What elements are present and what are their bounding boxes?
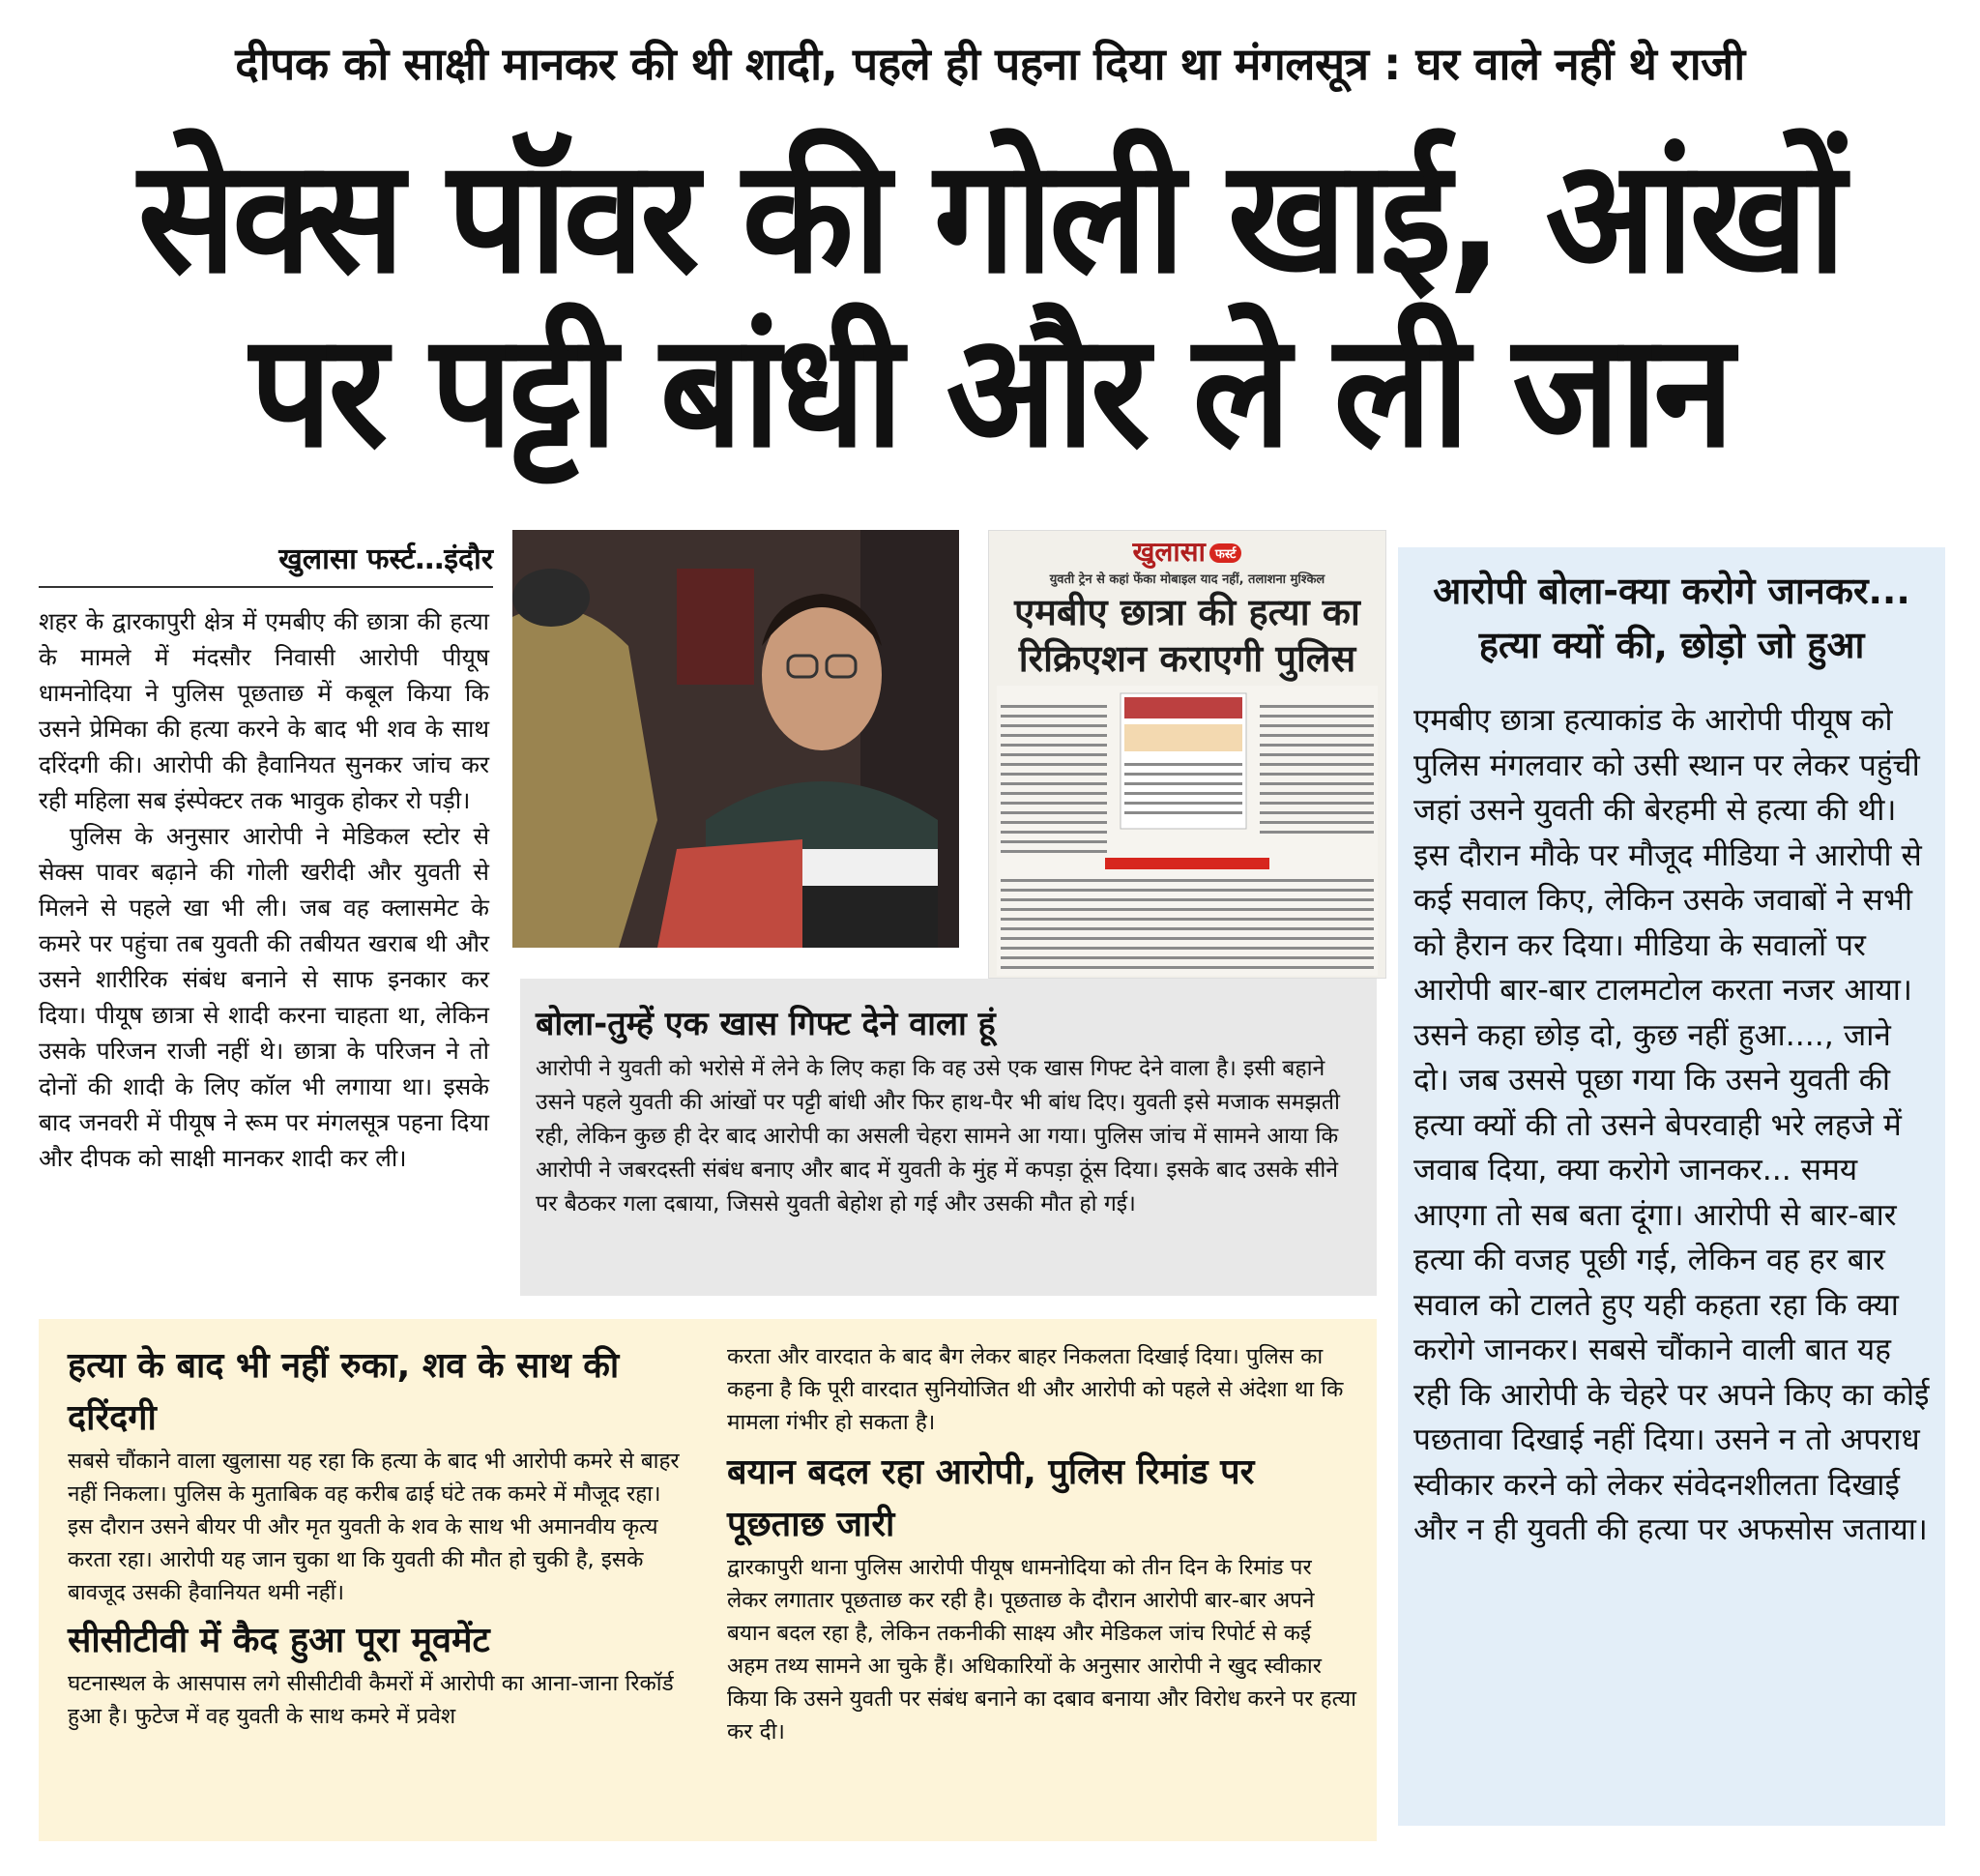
lower-story-box — [39, 1319, 1377, 1841]
accused-photo-illustration — [512, 530, 959, 948]
lower-para-3: करता और वारदात के बाद बैग लेकर बाहर निकलता दिखाई दिया। पुलिस का कहना है कि पूरी वारदात सुनियोजित थी और आरोपी को पहले से अंदेशा था कि मामला गंभीर हो सकता है। — [727, 1344, 1344, 1435]
gift-story-box — [520, 979, 1377, 1296]
sidebar-text: एमबीए छात्रा हत्याकांड के आरोपी पीयूष को पुलिस मंगलवार को उसी स्थान पर लेकर पहुंची जहां उसने युवती की बेरहमी से हत्या की थी। इस दौरान मौके पर मौजूद मीडिया ने आरोपी से कई सवाल किए, लेकिन उसके जवाबों ने सभी को हैरान कर दिया। मीडिया के सवालों पर आरोपी बार-बार टालमटोल करता नजर आया। उसने कहा छोड़ दो, कुछ नहीं हुआ...., जाने दो। जब उससे पूछा गया कि उसने युवती की हत्या क्यों की तो उसने बेपरवाही भरे लहजे में जवाब दिया, क्या करोगे जानकर... समय आएगा तो सब बता दूंगा। आरोपी से बार-बार हत्या की वजह पूछी गई, लेकिन वह हर बार सवाल को टालते हुए यही कहता रहा कि क्या करोगे जानकर। सबसे चौंकाने वाली बात यह रही कि आरोपी के चेहरे पर अपने किए का कोई पछतावा दिखाई नहीं दिया। उसने न तो अपराध स्वीकार करने को लेकर संवेदनशीलता दिखाई और न ही युवती की हत्या पर अफसोस जताया। — [1413, 703, 1930, 1547]
clipping-brand-tag: फर्स्ट — [1209, 543, 1242, 563]
lower-left-column — [68, 1340, 686, 1733]
clipping-kicker: युवती ट्रेन से कहां फेंका मोबाइल याद नहीं, तलाशना मुश्किल — [1049, 572, 1325, 587]
sidebar-title-line-1: आरोपी बोला-क्या करोगे जानकर... — [1433, 570, 1910, 612]
subheadline: दीपक को साक्षी मानकर की थी शादी, पहले ही पहना दिया था मंगलसूत्र : घर वाले नहीं थे राजी — [235, 38, 1745, 90]
headline-line-1: सेक्स पॉवर की गोली खाई, आंखों — [137, 127, 1843, 308]
main-story-para-1: शहर के द्वारकापुरी क्षेत्र में एमबीए की छात्रा की हत्या के मामले में मंदसौर निवासी आरोपी पीयूष धामनोदिया ने पुलिस पूछताछ में कबूल किया कि उसने प्रेमिका की हत्या करने के बाद भी शव के साथ दरिंदगी की। आरोपी की हैवानियत सुनकर जांच कर रही महिला सब इंस्पेक्टर तक भावुक होकर रो पड़ी। — [39, 607, 489, 814]
headline-line-2: पर पट्टी बांधी और ले ली जान — [249, 301, 1731, 483]
byline-divider — [39, 586, 493, 588]
lower-para-1: सबसे चौंकाने वाला खुलासा यह रहा कि हत्या के बाद भी आरोपी कमरे से बाहर नहीं निकला। पुलिस के मुताबिक वह करीब ढाई घंटे तक कमरे में मौजूद रहा। इस दौरान उसने बीयर पी और मृत युवती के शव के साथ भी अमानवीय कृत्य करता रहा। आरोपी यह जान चुका था कि युवती की मौत हो चुकी है, इसके बावजूद उसकी हैवानियत थमी नहीं। — [68, 1449, 680, 1605]
main-story-para-2: पुलिस के अनुसार आरोपी ने मेडिकल स्टोर से सेक्स पावर बढ़ाने की गोली खरीदी और युवती से मिलने से पहले खा भी ली। जब वह क्लासमेट के कमरे पर पहुंचा तब युवती की तबीयत खराब थी और उसने शारीरिक संबंध बनाने से साफ इनकार कर दिया। पीयूष छात्रा से शादी करना चाहता था, लेकिन उसके परिजन राजी नहीं थे। छात्रा के परिजन ने तो दोनों की शादी के लिए कॉल भी लगाया था। इसके बाद जनवरी में पीयूष ने रूम पर मंगलसूत्र पहना दिया और दीपक को साक्षी मानकर शादी कर ली। — [39, 822, 489, 1172]
gift-story-text: आरोपी ने युवती को भरोसे में लेने के लिए कहा कि वह उसे एक खास गिफ्ट देने वाला है। इसी बहाने उसने पहले युवती की आंखों पर पट्टी बांधी और फिर हाथ-पैर भी बांध दिए। युवती इसे मजाक समझती रही, लेकिन कुछ ही देर बाद आरोपी का असली चेहरा सामने आ गया। पुलिस जांच में सामने आया कि आरोपी ने जबरदस्ती संबंध बनाए और बाद में युवती के मुंह में कपड़ा ठूंस दिया। इसके बाद उसके सीने पर बैठकर गला दबाया, जिससे युवती बेहोश हो गई और उसकी मौत हो गई। — [536, 1056, 1340, 1216]
clipping-brand — [989, 533, 1385, 570]
accused-photo — [512, 530, 959, 948]
clipping-brand-name: खुलासा — [1132, 536, 1206, 568]
clipping-text-columns — [989, 686, 1385, 976]
lower-right-column — [727, 1340, 1357, 1748]
clipping-headline: एमबीए छात्रा की हत्या का रिक्रिएशन कराएगी पुलिस — [1014, 591, 1360, 680]
lower-heading-3: बयान बदल रहा आरोपी, पुलिस रिमांड पर पूछताछ जारी — [727, 1452, 1255, 1544]
lower-para-2: घटनास्थल के आसपास लगे सीसीटीवी कैमरों में आरोपी का आना-जाना रिकॉर्ड हुआ है। फुटेज में वह युवती के साथ कमरे में प्रवेश — [68, 1671, 674, 1729]
lower-heading-1: हत्या के बाद भी नहीं रुका, शव के साथ की दरिंदगी — [68, 1346, 620, 1438]
gift-story-title: बोला-तुम्हें एक खास गिफ्ट देने वाला हूं — [536, 1005, 996, 1043]
newspaper-clipping — [988, 530, 1386, 979]
sidebar-box — [1398, 547, 1945, 1826]
sidebar-title-line-2: हत्या क्यों की, छोड़ो जो हुआ — [1478, 624, 1865, 666]
lower-para-4: द्वारकापुरी थाना पुलिस आरोपी पीयूष धामनोदिया को तीन दिन के रिमांड पर लेकर लगातार पूछताछ कर रही है। पूछताछ के दौरान आरोपी बार-बार अपने बयान बदल रहा है, लेकिन तकनीकी साक्ष्य और मेडिकल जांच रिपोर्ट से कई अहम तथ्य सामने आ चुके हैं। अधिकारियों के अनुसार आरोपी ने खुद स्वीकार किया कि उसने युवती पर संबंध बनाने का दबाव बनाया और विरोध करने पर हत्या कर दी। — [727, 1555, 1356, 1744]
sidebar-body — [1413, 698, 1932, 1553]
main-story — [39, 603, 489, 1176]
gift-story-body — [536, 1052, 1363, 1221]
byline: खुलासा फर्स्ट…इंदौर — [278, 542, 493, 576]
lower-heading-2: सीसीटीवी में कैद हुआ पूरा मूवमेंट — [68, 1621, 490, 1660]
